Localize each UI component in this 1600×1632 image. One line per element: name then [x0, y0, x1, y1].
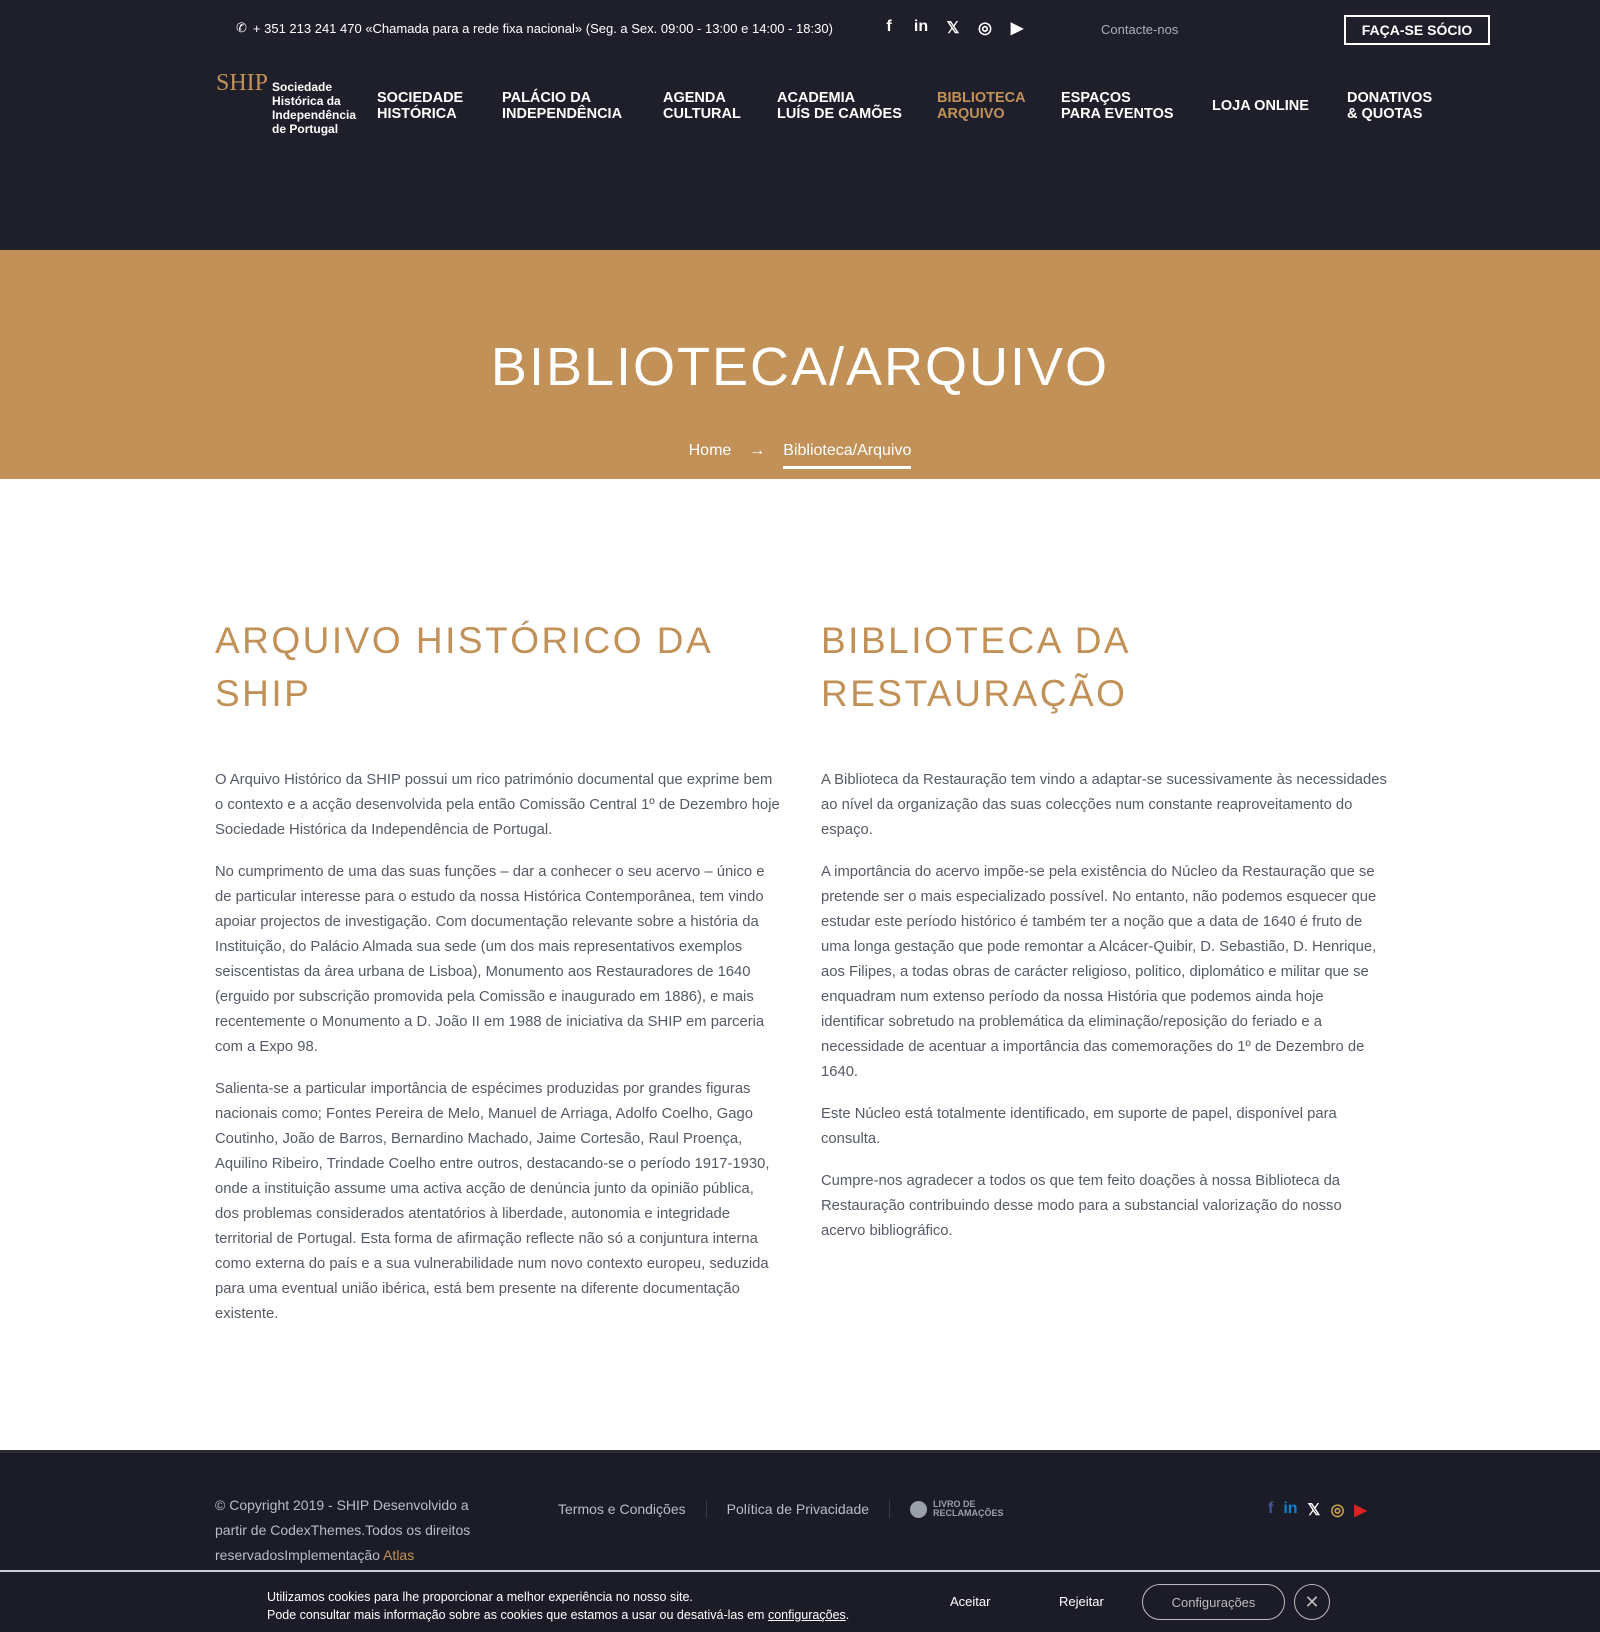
cookie-text: Utilizamos cookies para lhe proporcionar a melhor experiência no nosso site. Pode consultar mais informação sobre as cookies que estamos a usar ou desativá-las em configurações.: [267, 1590, 850, 1622]
settings-button[interactable]: Configurações: [1142, 1584, 1285, 1620]
privacy-link[interactable]: Política de Privacidade: [726, 1501, 870, 1517]
site-header: [0, 0, 1600, 250]
library-section: [821, 614, 1387, 1261]
nav-biblioteca[interactable]: BIBLIOTECA ARQUIVO: [937, 90, 1026, 122]
arrow-right-icon: →: [749, 442, 766, 459]
atlas-link[interactable]: Atlas: [383, 1547, 415, 1563]
facebook-icon[interactable]: f: [1268, 1500, 1274, 1517]
nav-loja[interactable]: LOJA ONLINE: [1212, 98, 1309, 114]
paragraph: Este Núcleo está totalmente identificado, em suporte de papel, disponível para consulta.: [821, 1106, 1337, 1147]
x-icon[interactable]: 𝕏: [1307, 1502, 1321, 1519]
paragraph: O Arquivo Histórico da SHIP possui um rico património documental que exprime bem o contexto e a acção desenvolvida pela então Comissão Central 1º de Dezembro hoje Sociedade Histórica da Independência de Portugal.: [215, 772, 780, 838]
linkedin-icon[interactable]: in: [1283, 1500, 1298, 1517]
cookie-settings-link[interactable]: configurações: [767, 1608, 846, 1622]
cookie-line-2: Pode consultar mais informação sobre as cookies que estamos a usar ou desativá-las em: [267, 1608, 768, 1622]
instagram-icon[interactable]: ◎: [978, 20, 992, 37]
member-button[interactable]: FAÇA-SE SÓCIO: [1344, 15, 1490, 45]
nav-academia[interactable]: ACADEMIA LUÍS DE CAMÕES: [777, 90, 902, 122]
youtube-icon[interactable]: ▶: [1010, 20, 1024, 37]
header-social: [880, 18, 1026, 38]
reject-button[interactable]: Rejeitar: [1059, 1594, 1104, 1609]
cookie-banner: [0, 1570, 1600, 1632]
logo-name: Sociedade Histórica da Independência de Portugal: [272, 80, 357, 136]
logo-mark: SHIP: [216, 70, 269, 96]
page-title: BIBLIOTECA/ARQUIVO: [490, 337, 1110, 397]
contact-link[interactable]: Contacte-nos: [1101, 22, 1179, 37]
breadcrumb: [0, 442, 1600, 469]
paragraph: No cumprimento de uma das suas funções – dar a conhecer o seu acervo – único e de particular interesse para o estudo da nossa Histórica Contemporânea, tem vindo apoiar projectos de investigação. Com documentação relevante sobre a história da Instituição, do Palácio Almada sua sede (um dos mais representativos exemplos seiscentistas da área urbana de Lisboa), Monumento aos Restauradores de 1640 (erguido por subscrição promovida pela Comissão e inaugurado em 1886), e mais recentemente o Monumento a D. João II em 1988 de iniciativa da SHIP em parceria com a Expo 98.: [215, 864, 765, 1055]
library-heading: BIBLIOTECA DA RESTAURAÇÃO: [821, 620, 1130, 714]
phone-icon: ✆: [236, 20, 247, 35]
breadcrumb-current: Biblioteca/Arquivo: [783, 442, 911, 469]
phone-info: [236, 20, 833, 36]
footer-links: [558, 1500, 1013, 1518]
youtube-icon[interactable]: ▶: [1354, 1502, 1367, 1519]
paragraph: Cumpre-nos agradecer a todos os que tem feito doações à nossa Biblioteca da Restauração contribuindo desse modo para a substancial valorização do nosso acervo bibliográfico.: [821, 1173, 1342, 1239]
logo[interactable]: [216, 70, 372, 136]
divider: [889, 1500, 890, 1518]
divider: [706, 1500, 707, 1518]
facebook-icon[interactable]: f: [886, 18, 892, 35]
complaints-book-label: LIVRO DE RECLAMAÇÕES: [933, 1499, 1004, 1518]
nav-sociedade[interactable]: SOCIEDADE HISTÓRICA: [377, 90, 464, 122]
archive-section: [215, 614, 781, 1344]
nav-agenda[interactable]: AGENDA CULTURAL: [663, 90, 741, 122]
footer: [0, 1450, 1600, 1570]
phone-text: + 351 213 241 470 «Chamada para a rede fixa nacional» (Seg. a Sex. 09:00 - 13:00 e 14:00 - 18:30): [252, 20, 833, 36]
copyright-text: © Copyright 2019 - SHIP Desenvolvido a partir de CodexThemes.Todos os direitos reservadosImplementação: [215, 1497, 471, 1563]
instagram-icon[interactable]: ◎: [1330, 1502, 1345, 1519]
nav-espacos[interactable]: ESPAÇOS PARA EVENTOS: [1061, 90, 1174, 122]
cookie-line-1: Utilizamos cookies para lhe proporcionar a melhor experiência no nosso site.: [267, 1590, 693, 1604]
x-icon[interactable]: 𝕏: [946, 20, 960, 37]
complaints-book-link[interactable]: [910, 1500, 1013, 1518]
paragraph: A importância do acervo impõe-se pela existência do Núcleo da Restauração que se pretende ser o mais especializado possível. No entanto, não podemos esquecer que estudar este período histórico é também ter a noção que a data de 1640 é fruto de uma longa gestação que pode remontar a Alcácer-Quibir, D. Sebastião, D. Henrique, aos Filipes, a todas obras de carácter religioso, politico, diplomático e militar que se enquadram num extenso período da nossa História que podemos ainda hoje identificar sobretudo na problemática da eliminação/reposição do feriado e a necessidade de acentuar a importância das comemorações do 1º de Dezembro de 1640.: [821, 864, 1377, 1080]
footer-social: [1268, 1500, 1367, 1520]
paragraph: Salienta-se a particular importância de espécimes produzidas por grandes figuras nacionais como; Fontes Pereira de Melo, Manuel de Arriaga, Adolfo Coelho, Gago Coutinho, João de Barros, Bernardino Machado, Jaime Cortesão, Raul Proença, Aquilino Ribeiro, Trindade Coelho entre outros, destacando-se o período 1917-1930, onde a instituição assume uma activa acção de denúncia junto da opinião pública, dos problemas considerados atentatórios à liberdade, autonomia e integridade territorial de Portugal. Esta forma de afirmação reflecte não só a conjuntura interna como externa do país e a sua vulnerabilidade num novo contexto europeu, seduzida para uma eventual união ibérica, está bem presente na diferente documentação existente.: [215, 1081, 770, 1322]
accept-button[interactable]: Aceitar: [950, 1594, 991, 1609]
breadcrumb-home[interactable]: Home: [688, 442, 732, 459]
nav-donativos[interactable]: DONATIVOS & QUOTAS: [1347, 90, 1433, 122]
archive-heading: ARQUIVO HISTÓRICO DA SHIP: [215, 620, 712, 714]
terms-link[interactable]: Termos e Condições: [558, 1501, 686, 1517]
linkedin-icon[interactable]: in: [913, 18, 929, 35]
paragraph: A Biblioteca da Restauração tem vindo a adaptar-se sucessivamente às necessidades ao nível da organização das suas colecções num constante reaproveitamento do espaço.: [821, 772, 1387, 838]
close-icon[interactable]: ✕: [1294, 1584, 1330, 1620]
complaints-book-icon: [910, 1501, 927, 1518]
copyright: [215, 1493, 475, 1568]
nav-palacio[interactable]: PALÁCIO DA INDEPENDÊNCIA: [502, 90, 623, 122]
main-nav: [377, 90, 1457, 122]
page-banner: [0, 250, 1600, 479]
